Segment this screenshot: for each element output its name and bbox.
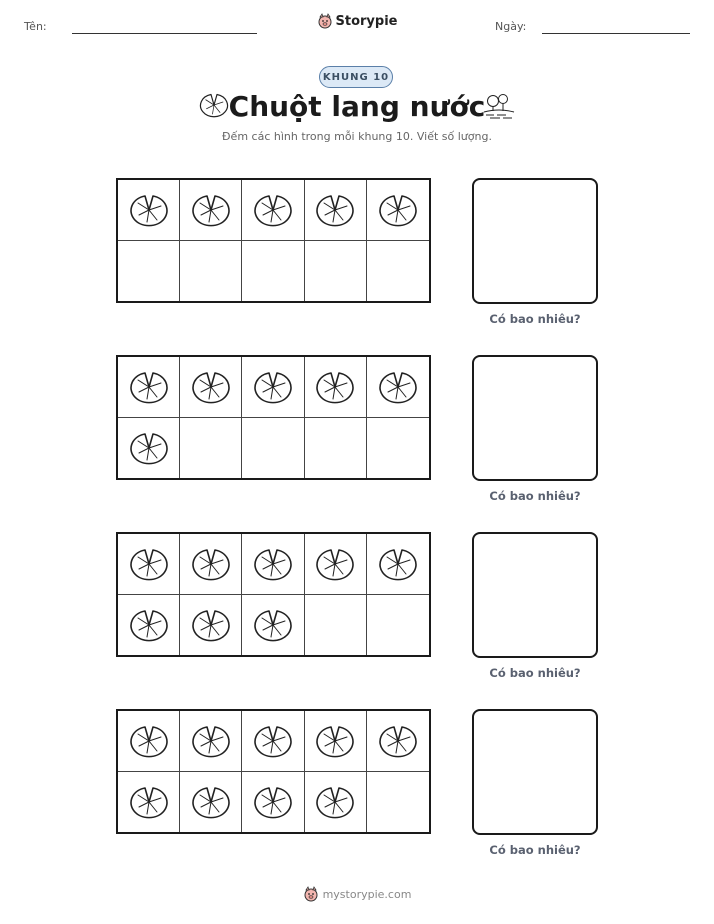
ten-frame-cell: [118, 418, 180, 479]
lily-pad-icon: [253, 785, 293, 819]
ten-frame-cell: [305, 180, 367, 241]
instruction-text: Đếm các hình trong mỗi khung 10. Viết số lượng.: [222, 130, 492, 143]
ten-frame-cell: [180, 534, 242, 595]
ten-frame-cell: [305, 418, 367, 479]
ten-frame-cell: [367, 772, 429, 833]
ten-frame-cell: [180, 418, 242, 479]
lily-pad-icon: [129, 608, 169, 642]
ten-frame-cell: [305, 711, 367, 772]
lily-pad-icon: [191, 785, 231, 819]
lily-pad-icon: [191, 608, 231, 642]
brand-name: Storypie: [335, 13, 398, 29]
name-line[interactable]: [72, 33, 257, 34]
ten-frame-cell: [367, 595, 429, 656]
lily-pad-icon: [191, 193, 231, 227]
ten-frame-cell: [367, 241, 429, 302]
name-label: Tên:: [24, 20, 47, 33]
ten-frame-cell: [118, 595, 180, 656]
answer-box[interactable]: [472, 355, 598, 481]
lily-pad-icon: [191, 547, 231, 581]
footer: [0, 886, 714, 902]
answer-box[interactable]: [472, 178, 598, 304]
lily-pad-icon: [315, 547, 355, 581]
date-label: Ngày:: [495, 20, 527, 33]
answer-box[interactable]: [472, 709, 598, 835]
ten-frame-cell: [305, 241, 367, 302]
lily-pad-icon: [129, 431, 169, 465]
ten-frame-cell: [118, 711, 180, 772]
ten-frame-cell: [305, 595, 367, 656]
ten-frame-cell: [180, 711, 242, 772]
lily-pad-icon: [253, 547, 293, 581]
ten-frame: [116, 532, 431, 657]
ten-frame-cell: [180, 772, 242, 833]
ten-frame-cell: [367, 418, 429, 479]
lily-pad-icon: [315, 785, 355, 819]
count-question: Có bao nhiêu?: [489, 666, 581, 680]
count-question: Có bao nhiêu?: [489, 312, 581, 326]
ten-frame-cell: [242, 357, 304, 418]
count-question: Có bao nhiêu?: [489, 489, 581, 503]
brand-logo: [0, 13, 714, 29]
ten-frame-cell: [367, 711, 429, 772]
lily-pad-icon: [378, 193, 418, 227]
ten-frame-cell: [118, 241, 180, 302]
ten-frame-cell: [242, 595, 304, 656]
lily-pad-icon: [129, 370, 169, 404]
footer-url: mystorypie.com: [322, 887, 412, 901]
lily-pad-icon: [378, 547, 418, 581]
lily-pad-icon: [253, 724, 293, 758]
ten-frame-cell: [242, 180, 304, 241]
lily-pad-icon: [378, 370, 418, 404]
lily-pad-icon: [378, 724, 418, 758]
lily-pad-icon: [129, 785, 169, 819]
date-line[interactable]: [542, 33, 690, 34]
ten-frame-cell: [118, 180, 180, 241]
ten-frame-cell: [305, 772, 367, 833]
lily-pad-icon: [191, 370, 231, 404]
lily-pad-icon: [315, 724, 355, 758]
ten-frame-cell: [305, 357, 367, 418]
ten-frame-cell: [367, 180, 429, 241]
ten-frame: [116, 709, 431, 834]
lily-pad-icon: [315, 193, 355, 227]
lily-pad-icon: [129, 724, 169, 758]
ten-frame: [116, 178, 431, 303]
ten-frame-cell: [367, 534, 429, 595]
ten-frame-cell: [180, 180, 242, 241]
pig-mascot-icon: [303, 886, 319, 902]
lily-pad-icon: [253, 370, 293, 404]
ten-frame-cell: [242, 534, 304, 595]
lily-pad-icon: [129, 547, 169, 581]
ten-frame-cell: [242, 241, 304, 302]
lily-pad-icon: [253, 193, 293, 227]
count-question: Có bao nhiêu?: [489, 843, 581, 857]
lily-pad-icon: [199, 92, 229, 118]
ten-frame-cell: [118, 772, 180, 833]
ten-frame-cell: [305, 534, 367, 595]
lily-pad-icon: [253, 608, 293, 642]
lily-pad-icon: [129, 193, 169, 227]
topic-badge: KHUNG 10: [319, 66, 393, 88]
landscape-tree-icon: [482, 93, 516, 121]
ten-frame-cell: [367, 357, 429, 418]
ten-frame-cell: [180, 595, 242, 656]
ten-frame-cell: [118, 534, 180, 595]
ten-frame-cell: [242, 711, 304, 772]
ten-frame-cell: [118, 357, 180, 418]
pig-mascot-icon: [317, 13, 333, 29]
lily-pad-icon: [315, 370, 355, 404]
answer-box[interactable]: [472, 532, 598, 658]
ten-frame: [116, 355, 431, 480]
lily-pad-icon: [191, 724, 231, 758]
ten-frame-cell: [242, 772, 304, 833]
page-title: Chuột lang nước: [228, 90, 486, 123]
ten-frame-cell: [242, 418, 304, 479]
ten-frame-cell: [180, 241, 242, 302]
ten-frame-cell: [180, 357, 242, 418]
